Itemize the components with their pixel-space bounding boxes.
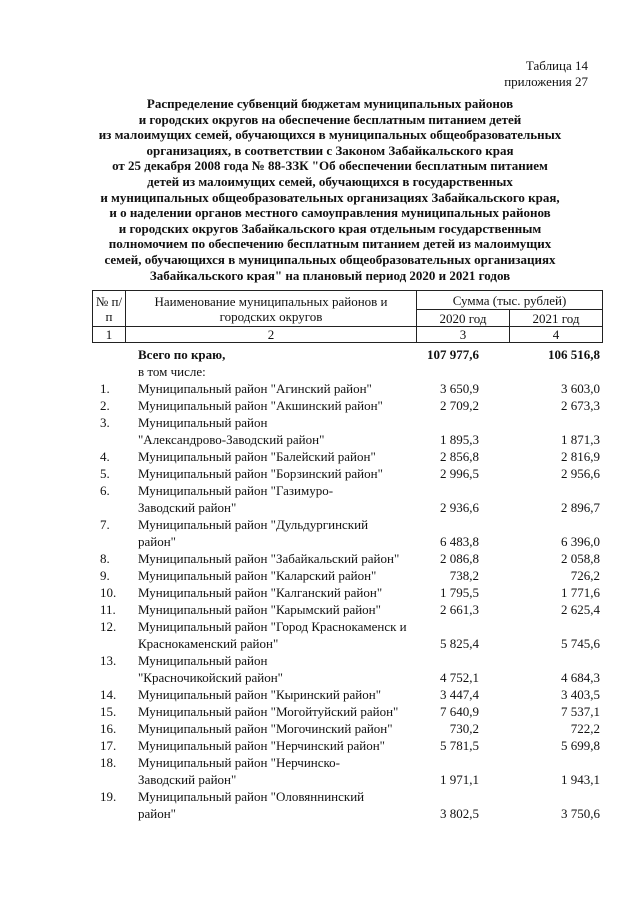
table-row	[92, 448, 602, 465]
title-line: из малоимущих семей, обучающихся в муниципальных общеобразовательных	[98, 127, 562, 143]
appendix-label: приложения 27	[504, 74, 588, 89]
table-row	[92, 516, 602, 550]
total-label: Всего по краю,	[138, 347, 226, 362]
row-value-2020: 5 825,4	[440, 636, 479, 651]
row-value-2021: 4 684,3	[561, 670, 600, 685]
subtotal-label-row	[92, 363, 602, 380]
table-row	[92, 788, 602, 822]
row-number: 14.	[100, 687, 117, 702]
table-row	[92, 703, 602, 720]
row-name: Муниципальный район "Александрово-Заводский район"	[138, 415, 325, 447]
row-value-2021: 6 396,0	[561, 534, 600, 549]
row-value-2020: 1 795,5	[440, 585, 479, 600]
table-label: Таблица 14	[525, 58, 588, 73]
row-value-2021: 2 625,4	[561, 602, 600, 617]
title-line: Забайкальского края" на плановый период 2020 и 2021 годов	[149, 267, 511, 283]
row-value-2021: 3 750,6	[561, 806, 600, 821]
table-row	[92, 652, 602, 686]
header-name: Наименование муниципальных районов и городских округов	[126, 291, 417, 327]
row-value-2020: 2 856,8	[440, 449, 479, 464]
title-line: от 25 декабря 2008 года № 88-ЗЗК "Об обеспечении бесплатным питанием	[112, 158, 548, 174]
title-line: полномочием по обеспечению бесплатным питанием детей из малоимущих	[108, 236, 552, 252]
table-row	[92, 380, 602, 397]
row-number: 12.	[100, 619, 117, 634]
title-line: Распределение субвенций бюджетам муниципальных районов	[146, 96, 514, 111]
row-name: Муниципальный район "Город Краснокаменск и Краснокаменский район"	[138, 619, 407, 651]
row-number: 18.	[100, 755, 117, 770]
title-line: детей из малоимущих семей, обучающихся в государственных	[147, 173, 513, 189]
table-row	[92, 397, 602, 414]
row-number: 6.	[100, 483, 110, 498]
header-col-2: 2	[126, 327, 417, 343]
row-value-2020: 2 936,6	[440, 500, 479, 515]
row-value-2021: 2 058,8	[561, 551, 600, 566]
table-row	[92, 737, 602, 754]
title-line: и городских округов на обеспечение бесплатным питанием детей	[138, 111, 522, 127]
row-value-2020: 6 483,8	[440, 534, 479, 549]
row-value-2020: 5 781,5	[440, 738, 479, 753]
table-row	[92, 686, 602, 703]
row-number: 3.	[100, 415, 110, 430]
header-sum: Сумма (тыс. рублей)	[417, 291, 603, 310]
row-value-2021: 5 699,8	[561, 738, 600, 753]
header-year-2020: 2020 год	[417, 310, 510, 327]
row-number: 19.	[100, 789, 117, 804]
table-body	[92, 346, 602, 822]
row-number: 8.	[100, 551, 110, 566]
table-row	[92, 754, 602, 788]
row-value-2021: 722,2	[570, 721, 600, 736]
row-value-2020: 738,2	[449, 568, 479, 583]
row-number: 2.	[100, 398, 110, 413]
row-name: Муниципальный район "Балейский район"	[138, 449, 376, 464]
title-line: организациях, в соответствии с Законом Забайкальского края	[146, 142, 514, 158]
row-name: Муниципальный район "Борзинский район"	[138, 466, 383, 481]
table-row	[92, 618, 602, 652]
header-col-3: 3	[417, 327, 510, 343]
row-value-2020: 2 996,5	[440, 466, 479, 481]
row-name: Муниципальный район "Газимуро-Заводский район"	[138, 483, 334, 515]
row-value-2020: 1 971,1	[440, 772, 479, 787]
row-value-2020: 3 447,4	[440, 687, 479, 702]
header-year-2021: 2021 год	[510, 310, 603, 327]
title-line: и городских округов Забайкальского края отдельным государственным	[118, 220, 542, 236]
row-name: Муниципальный район "Кыринский район"	[138, 687, 382, 702]
row-number: 17.	[100, 738, 117, 753]
row-value-2021: 1 771,6	[561, 585, 600, 600]
row-value-2020: 3 650,9	[440, 381, 479, 396]
row-name: Муниципальный район "Могойтуйский район"	[138, 704, 399, 719]
table-row	[92, 584, 602, 601]
table-row	[92, 550, 602, 567]
row-value-2021: 1 943,1	[561, 772, 600, 787]
row-name: Муниципальный район "Нерчинско-Заводский район"	[138, 755, 341, 787]
table-reference	[504, 58, 588, 90]
total-2021: 106 516,8	[548, 347, 600, 362]
table-row	[92, 414, 602, 448]
row-value-2020: 1 895,3	[440, 432, 479, 447]
including-label: в том числе:	[138, 364, 206, 379]
header-col-4: 4	[510, 327, 603, 343]
row-value-2020: 2 086,8	[440, 551, 479, 566]
total-row	[92, 346, 602, 363]
row-value-2020: 730,2	[449, 721, 479, 736]
header-col-1: 1	[93, 327, 126, 343]
row-number: 5.	[100, 466, 110, 481]
row-name: Муниципальный район "Акшинский район"	[138, 398, 383, 413]
row-value-2020: 4 752,1	[440, 670, 479, 685]
row-number: 7.	[100, 517, 110, 532]
row-number: 4.	[100, 449, 110, 464]
document-title	[60, 96, 600, 283]
row-value-2021: 7 537,1	[561, 704, 600, 719]
row-value-2021: 2 673,3	[561, 398, 600, 413]
row-value-2021: 5 745,6	[561, 636, 600, 651]
row-number: 16.	[100, 721, 117, 736]
total-2020: 107 977,6	[427, 347, 479, 362]
row-name: Муниципальный район "Забайкальский район"	[138, 551, 400, 566]
header-num: № п/п	[93, 291, 126, 327]
row-number: 15.	[100, 704, 117, 719]
row-name: Муниципальный район "Калганский район"	[138, 585, 383, 600]
row-name: Муниципальный район "Могочинский район"	[138, 721, 393, 736]
row-name: Муниципальный район "Карымский район"	[138, 602, 381, 617]
row-name: Муниципальный район "Агинский район"	[138, 381, 372, 396]
row-name: Муниципальный район "Оловяннинский район"	[138, 789, 365, 821]
row-value-2020: 3 802,5	[440, 806, 479, 821]
row-value-2020: 2 709,2	[440, 398, 479, 413]
table-header	[92, 290, 603, 343]
row-value-2021: 2 896,7	[561, 500, 600, 515]
table-row	[92, 567, 602, 584]
title-line: и муниципальных общеобразовательных организациях Забайкальского края,	[100, 189, 560, 205]
table-row	[92, 720, 602, 737]
table-row	[92, 482, 602, 516]
row-value-2021: 3 403,5	[561, 687, 600, 702]
row-value-2020: 2 661,3	[440, 602, 479, 617]
title-line: и о наделении органов местного самоуправления муниципальных районов	[109, 205, 551, 221]
row-number: 10.	[100, 585, 117, 600]
row-number: 13.	[100, 653, 117, 668]
row-value-2021: 3 603,0	[561, 381, 600, 396]
table-row	[92, 465, 602, 482]
row-number: 9.	[100, 568, 110, 583]
row-name: Муниципальный район "Дульдургинский район"	[138, 517, 369, 549]
row-name: Муниципальный район "Нерчинский район"	[138, 738, 385, 753]
row-value-2021: 1 871,3	[561, 432, 600, 447]
row-number: 11.	[100, 602, 116, 617]
row-name: Муниципальный район "Красночикойский район"	[138, 653, 283, 685]
row-value-2021: 2 816,9	[561, 449, 600, 464]
row-number: 1.	[100, 381, 110, 396]
title-line: семей, обучающихся в муниципальных общеобразовательных организациях	[104, 251, 556, 267]
row-name: Муниципальный район "Каларский район"	[138, 568, 377, 583]
table-row	[92, 601, 602, 618]
row-value-2021: 2 956,6	[561, 466, 600, 481]
row-value-2020: 7 640,9	[440, 704, 479, 719]
row-value-2021: 726,2	[570, 568, 600, 583]
